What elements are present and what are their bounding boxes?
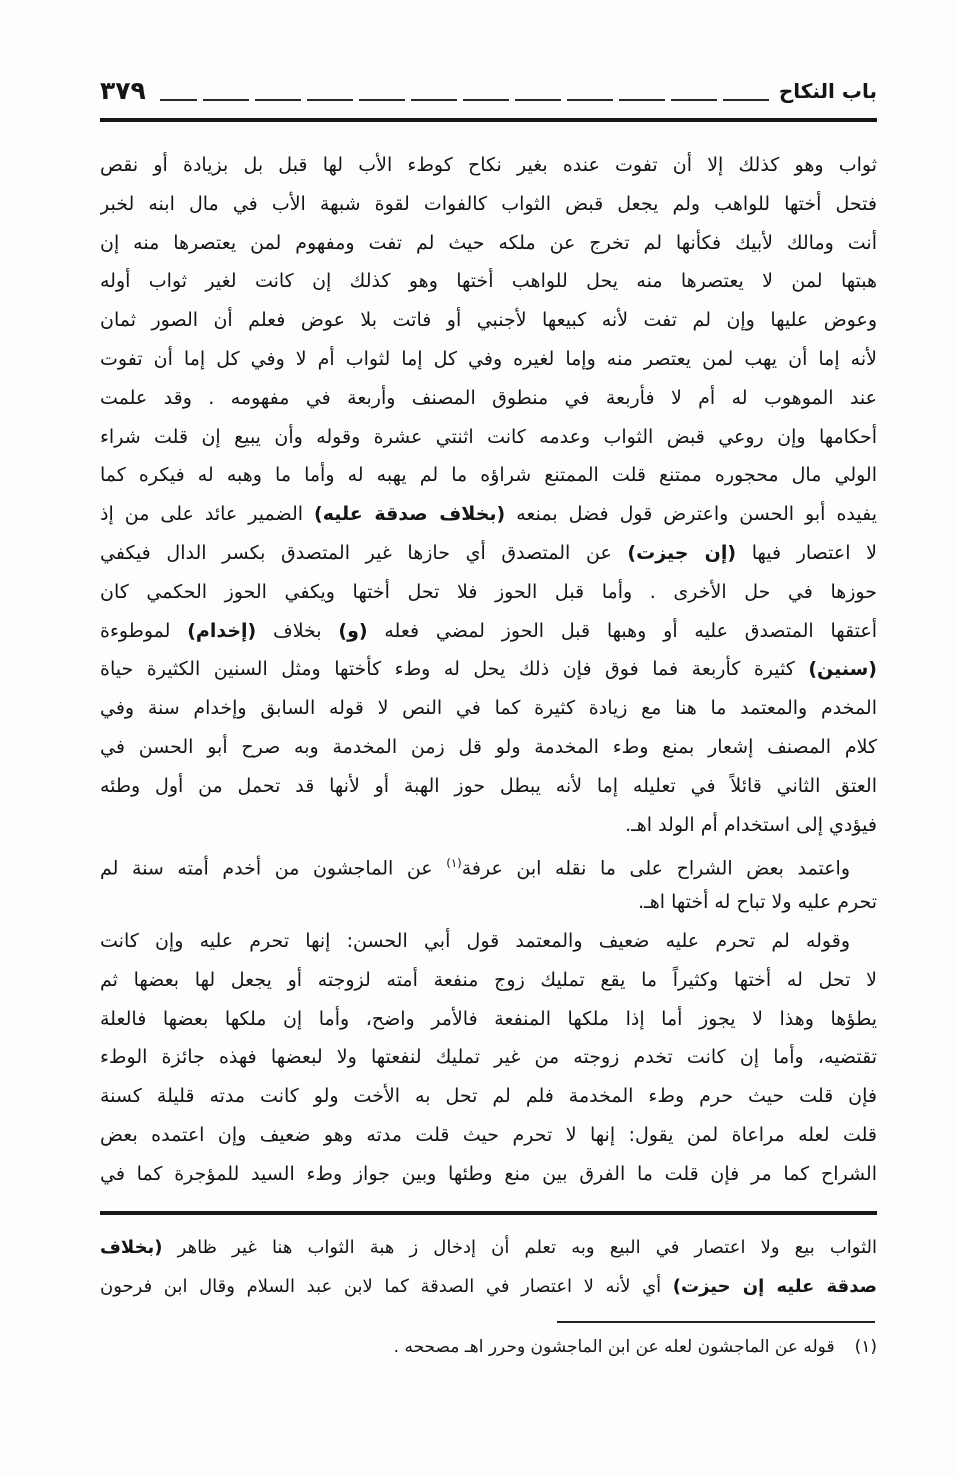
text-segment: الضمير عائد على من إذ bbox=[100, 503, 315, 526]
text-segment: الشراح كما مر فإن قلت ما الفرق بين منع وطئها وبين جواز وطء السيد للمؤجرة كما في bbox=[100, 1162, 877, 1185]
text-segment: (إخدام) bbox=[187, 619, 257, 642]
text-segment: فيؤدي إلى استخدام أم الولد اهـ. bbox=[625, 813, 877, 836]
text-segment: أي لأنه لا اعتصار في الصدقة كما لابن عبد السلام وقال ابن فرحون bbox=[100, 1275, 673, 1297]
text-segment: العتق الثاني قائلاً في تعليله إما لأنه يبطل حوز الهبة أو لأنها قد تحمل من أول وطئه bbox=[100, 774, 877, 797]
text-line bbox=[100, 844, 877, 883]
text-line bbox=[100, 1155, 877, 1194]
body-text bbox=[100, 146, 877, 1194]
text-segment: عند الموهوب له أم لا فأربعة في منطوق المصنف وأربعة في مفهومه . وقد علمت bbox=[100, 386, 877, 409]
text-segment: وقوله لم تحرم عليه ضعيف والمعتمد قول أبي الحسن: إنها تحرم عليه وإن كانت bbox=[100, 929, 850, 952]
text-line bbox=[100, 1228, 877, 1267]
text-segment: وعوض عليها وإن لم تفت لأنه كبيعها لأجنبي أو فاتت بلا عوض فعلم أن الصور ثمان bbox=[100, 309, 877, 332]
numbered-footnote bbox=[100, 1333, 877, 1361]
text-segment: بخلاف bbox=[256, 619, 339, 642]
text-segment: يفيده أبو الحسن واعترض قول فضل بمنعه bbox=[505, 503, 877, 526]
text-segment: لا اعتصار فيها bbox=[736, 541, 877, 564]
text-segment: تحرم عليه ولا تباح له أختها اهـ. bbox=[638, 891, 877, 914]
footnote-separator-rule bbox=[100, 1211, 877, 1215]
page-number: ٣٧٩ bbox=[100, 76, 146, 105]
text-segment: (بخلاف صدقة عليه) bbox=[314, 503, 506, 526]
header-rule bbox=[100, 118, 877, 122]
text-line bbox=[100, 1116, 877, 1155]
text-line bbox=[100, 1077, 877, 1116]
text-segment: صدقة عليه إن حيزت) bbox=[672, 1275, 877, 1297]
text-line bbox=[100, 1000, 877, 1039]
text-segment: واعتمد بعض الشراح على ما نقله ابن عرفة bbox=[461, 857, 850, 880]
text-line bbox=[100, 534, 877, 573]
text-line bbox=[100, 573, 877, 612]
text-segment: لموطوءة bbox=[100, 619, 188, 642]
text-line bbox=[100, 767, 877, 806]
text-segment: عن المتصدق أي حازها غير المتصدق بكسر الدال فيكفي bbox=[100, 541, 628, 564]
text-segment: يطؤها وهذا لا يجوز أما إذا ملكها المنفعة فالأمر واضح، وأما إن ملكها بعضها فالعلة bbox=[100, 1007, 877, 1030]
footnote-continuation bbox=[100, 1228, 877, 1306]
text-line bbox=[100, 650, 877, 689]
footnote-text: قوله عن الماجشون لعله عن ابن الماجشون وحرر اهـ مصححه . bbox=[393, 1336, 835, 1357]
footnote-reference-marker: (١) bbox=[446, 856, 462, 871]
text-line bbox=[100, 379, 877, 418]
text-line bbox=[100, 806, 877, 845]
text-segment: هبتها لمن لا يعتصرها منه يحل للواهب أختها وهو كذلك إن كانت لغير ثواب أوله bbox=[100, 270, 877, 293]
text-segment: المخدم والمعتمد ما هنا مع زيادة كثيرة كما في النص لا قوله السابق وإخدام سنة وفي bbox=[100, 697, 877, 720]
text-segment: كثيرة كأربعة فما فوق فإن ذلك يحل له وطء كأختها ومثل السنين الكثيرة حياة bbox=[100, 658, 809, 681]
text-segment: الولي مال محجوره ممتنع قلت الممتنع شراؤه ما لم يهبه له وأما ما وهبه له فيكره كما bbox=[100, 464, 877, 487]
footnote-number: (١) bbox=[854, 1336, 877, 1357]
text-segment: فتحل أختها للواهب ولم يجعل قبض الثواب كالفوات لقوة شبهة الأب في مال ابنه لخبر bbox=[100, 192, 877, 215]
text-line bbox=[100, 146, 877, 185]
text-segment: قلت لعله مراعاة لمن يقول: إنها لا تحرم حيث قلت مدته وهو ضعيف وإن اعتمده بعض bbox=[100, 1123, 877, 1146]
text-line bbox=[100, 1038, 877, 1077]
text-line bbox=[100, 961, 877, 1000]
text-line bbox=[100, 262, 877, 301]
text-line bbox=[100, 224, 877, 263]
page-header bbox=[100, 72, 877, 108]
text-line bbox=[100, 185, 877, 224]
text-segment: (بخلاف bbox=[100, 1236, 163, 1258]
text-segment: لا تحل له أختها وكثيراً ما يقع تمليك زوج منفعة أمته لزوجته أو يجعل لها بعضها ثم bbox=[100, 968, 877, 991]
text-line bbox=[100, 1267, 877, 1306]
header-dashed-line bbox=[160, 99, 769, 101]
text-segment: تقتضيه، وأما إن كانت تخدم زوجته من غير تمليك لنفعتها ولا لبعضها فهذه جائزة الوطء bbox=[100, 1046, 877, 1069]
text-segment: (سنين) bbox=[808, 658, 877, 681]
text-segment: عن الماجشون من أخدم أمته سنة لم bbox=[100, 857, 447, 880]
text-segment: حوزها في حل الأخرى . وأما قبل الحوز فلا تحل أختها ويكفي الحوز الحكمي كان bbox=[100, 580, 877, 603]
text-segment: أعتقها المتصدق عليه أو وهبها قبل الحوز لمضي فعله bbox=[367, 619, 877, 642]
chapter-title: باب النكاح bbox=[778, 79, 877, 103]
text-line bbox=[100, 301, 877, 340]
text-line bbox=[100, 340, 877, 379]
text-line bbox=[100, 495, 877, 534]
text-segment: فإن قلت حيث حرم وطء المخدمة فلم لم تحل به الأخت ولو كانت مدته قليلة كسنة bbox=[100, 1085, 877, 1108]
text-line bbox=[100, 456, 877, 495]
text-segment: أنت ومالك لأبيك فكأنها لم تخرج عن ملكه حيث لم تفت ومفهوم لمن يعتصرها منه إن bbox=[100, 231, 877, 254]
text-line bbox=[100, 418, 877, 457]
text-line bbox=[100, 883, 877, 922]
footnote-number-divider bbox=[557, 1321, 875, 1323]
text-segment: أحكامها وإن روعي قبض الثواب وعدمه كانت اثنتي عشرة وقوله وأن يبيع إن قلت شراء bbox=[100, 425, 877, 448]
text-line bbox=[100, 612, 877, 651]
text-segment: كلام المصنف إشعار بمنع وطء المخدمة ولو قل زمن المخدمة وبه صرح أبو الحسن في bbox=[100, 735, 877, 758]
text-segment: الثواب بيع ولا اعتصار في البيع وبه تعلم أن إدخال ز هبة الثواب هنا غير ظاهر bbox=[162, 1236, 877, 1258]
text-segment: (إن جيزت) bbox=[627, 541, 737, 564]
text-line bbox=[100, 922, 877, 961]
text-line bbox=[100, 689, 877, 728]
text-segment: ثواب وهو كذلك إلا أن تفوت عنده بغير نكاح كوطء الأب لها قبل بل بزيادة أو نقص bbox=[100, 154, 877, 176]
text-segment: لأنه إما أن يهب لمن يعتصر منه وإما لغيره وفي كل إما لثواب أم لا وفي كل إما أن تفوت bbox=[100, 347, 877, 370]
text-line bbox=[100, 728, 877, 767]
text-segment: (و) bbox=[338, 619, 368, 642]
